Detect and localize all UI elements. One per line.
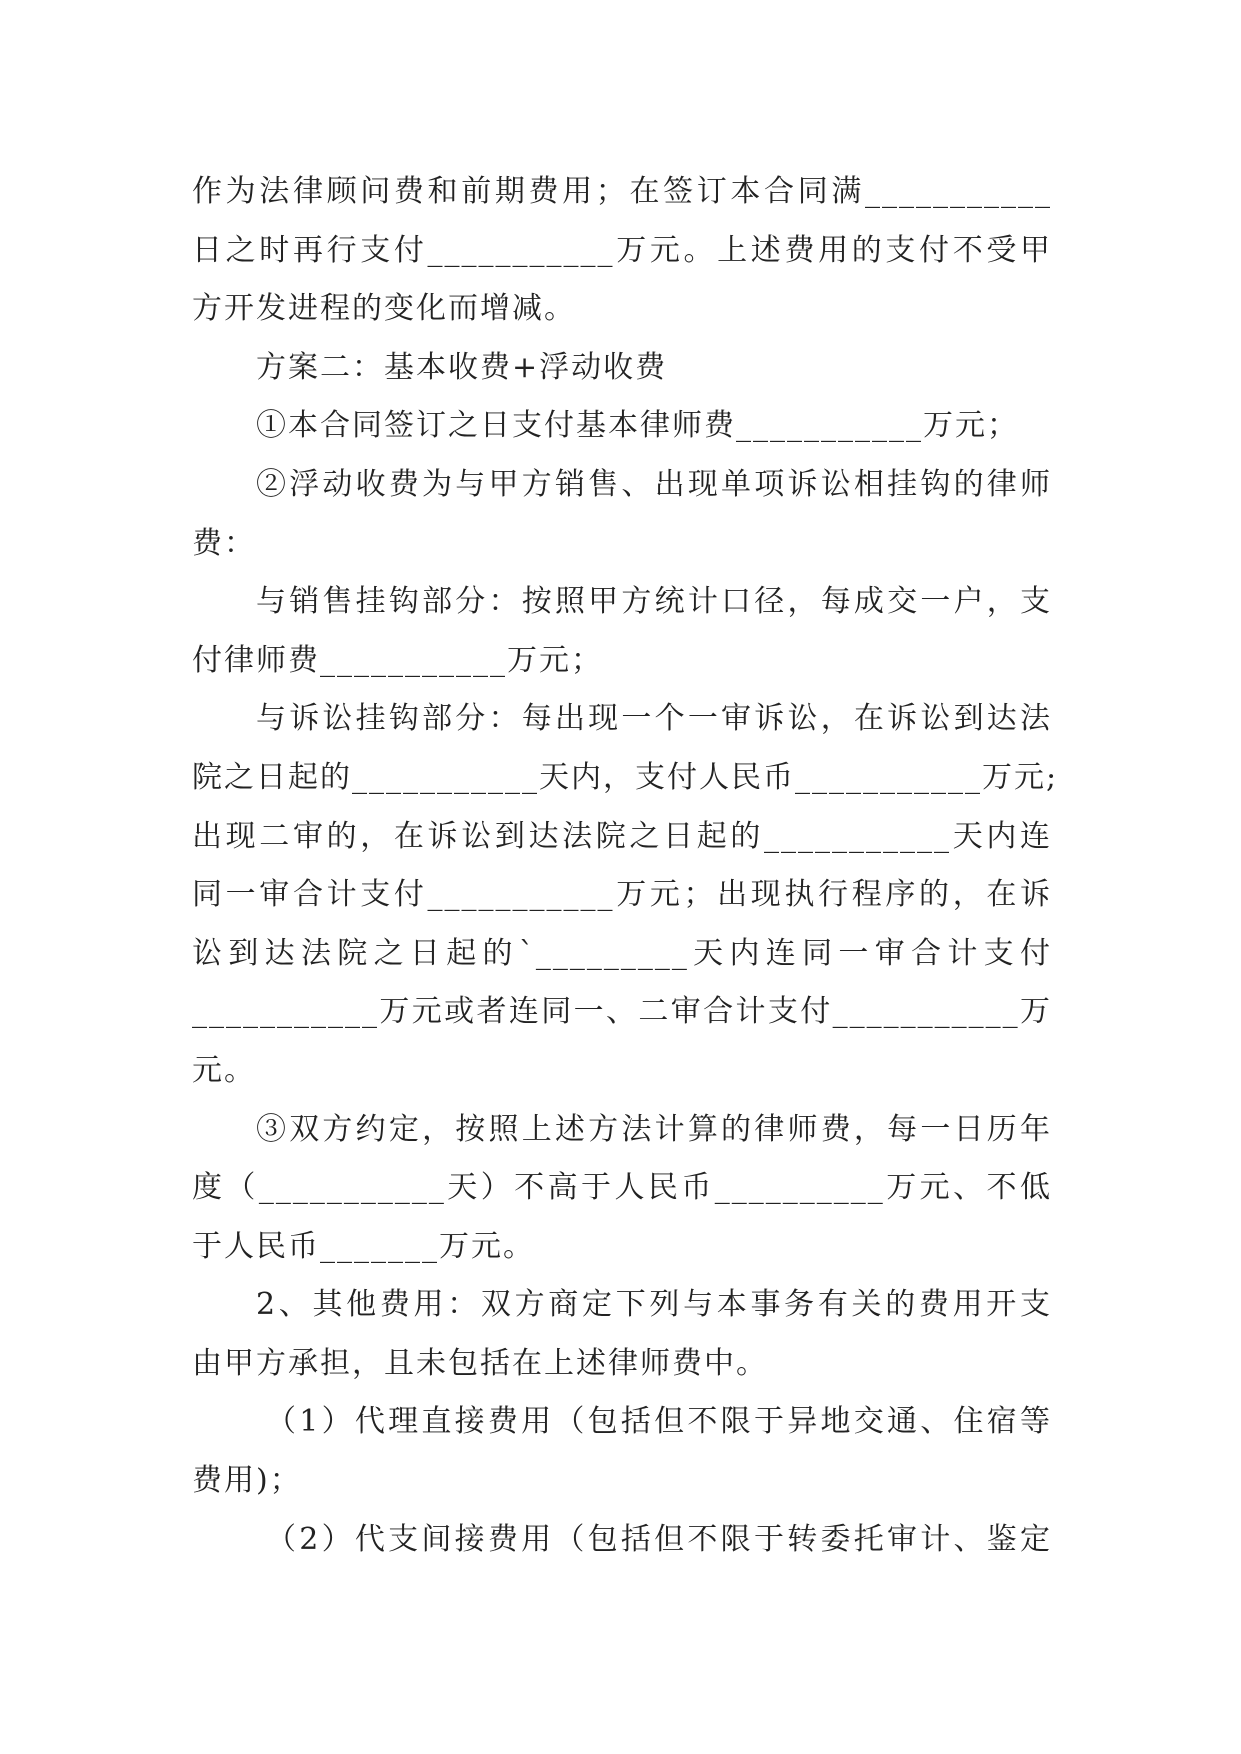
text-line: 费：: [192, 525, 256, 561]
text-line: 费用)；: [192, 1463, 302, 1499]
text-line: 与销售挂钩部分：按照甲方统计口径，每成交一户，支: [256, 584, 1052, 620]
text-line: 于人民币_______万元。: [192, 1228, 535, 1264]
text-line: 方案二：基本收费+浮动收费: [256, 349, 668, 385]
text-line: 出现二审的，在诉讼到达法院之日起的___________天内连: [192, 818, 1052, 854]
text-line: 作为法律顾问费和前期费用；在签订本合同满___________: [192, 174, 1052, 209]
text-line: ③双方约定，按照上述方法计算的律师费，每一日历年: [256, 1111, 1052, 1147]
text-line: 日之时再行支付___________万元。上述费用的支付不受甲: [192, 232, 1052, 268]
text-line: （1）代理直接费用（包括但不限于异地交通、住宿等: [266, 1404, 1052, 1440]
text-line: 院之日起的___________天内，支付人民币___________万元;: [192, 759, 1059, 795]
document-body: [192, 163, 1059, 1569]
text-line: ①本合同签订之日支付基本律师费___________万元；: [256, 408, 1019, 444]
text-line: ___________万元或者连同一、二审合计支付___________万: [192, 994, 1052, 1030]
text-line: 方开发进程的变化而增减。: [192, 291, 576, 327]
text-line: 与诉讼挂钩部分：每出现一个一审诉讼，在诉讼到达法: [256, 701, 1052, 737]
text-line: 付律师费___________万元；: [192, 642, 603, 678]
text-line: 元。: [192, 1052, 256, 1088]
text-line: 由甲方承担，且未包括在上述律师费中。: [192, 1345, 768, 1381]
text-line: 同一审合计支付___________万元；出现执行程序的，在诉: [192, 877, 1052, 913]
text-line: 2、其他费用：双方商定下列与本事务有关的费用开支: [256, 1287, 1052, 1323]
text-line: 讼到达法院之日起的`_________天内连同一审合计支付: [192, 935, 1052, 971]
text-line: ②浮动收费为与甲方销售、出现单项诉讼相挂钩的律师: [256, 466, 1052, 502]
text-line: （2）代支间接费用（包括但不限于转委托审计、鉴定: [266, 1521, 1052, 1557]
text-line: 度（___________天）不高于人民币__________万元、不低: [192, 1170, 1052, 1206]
